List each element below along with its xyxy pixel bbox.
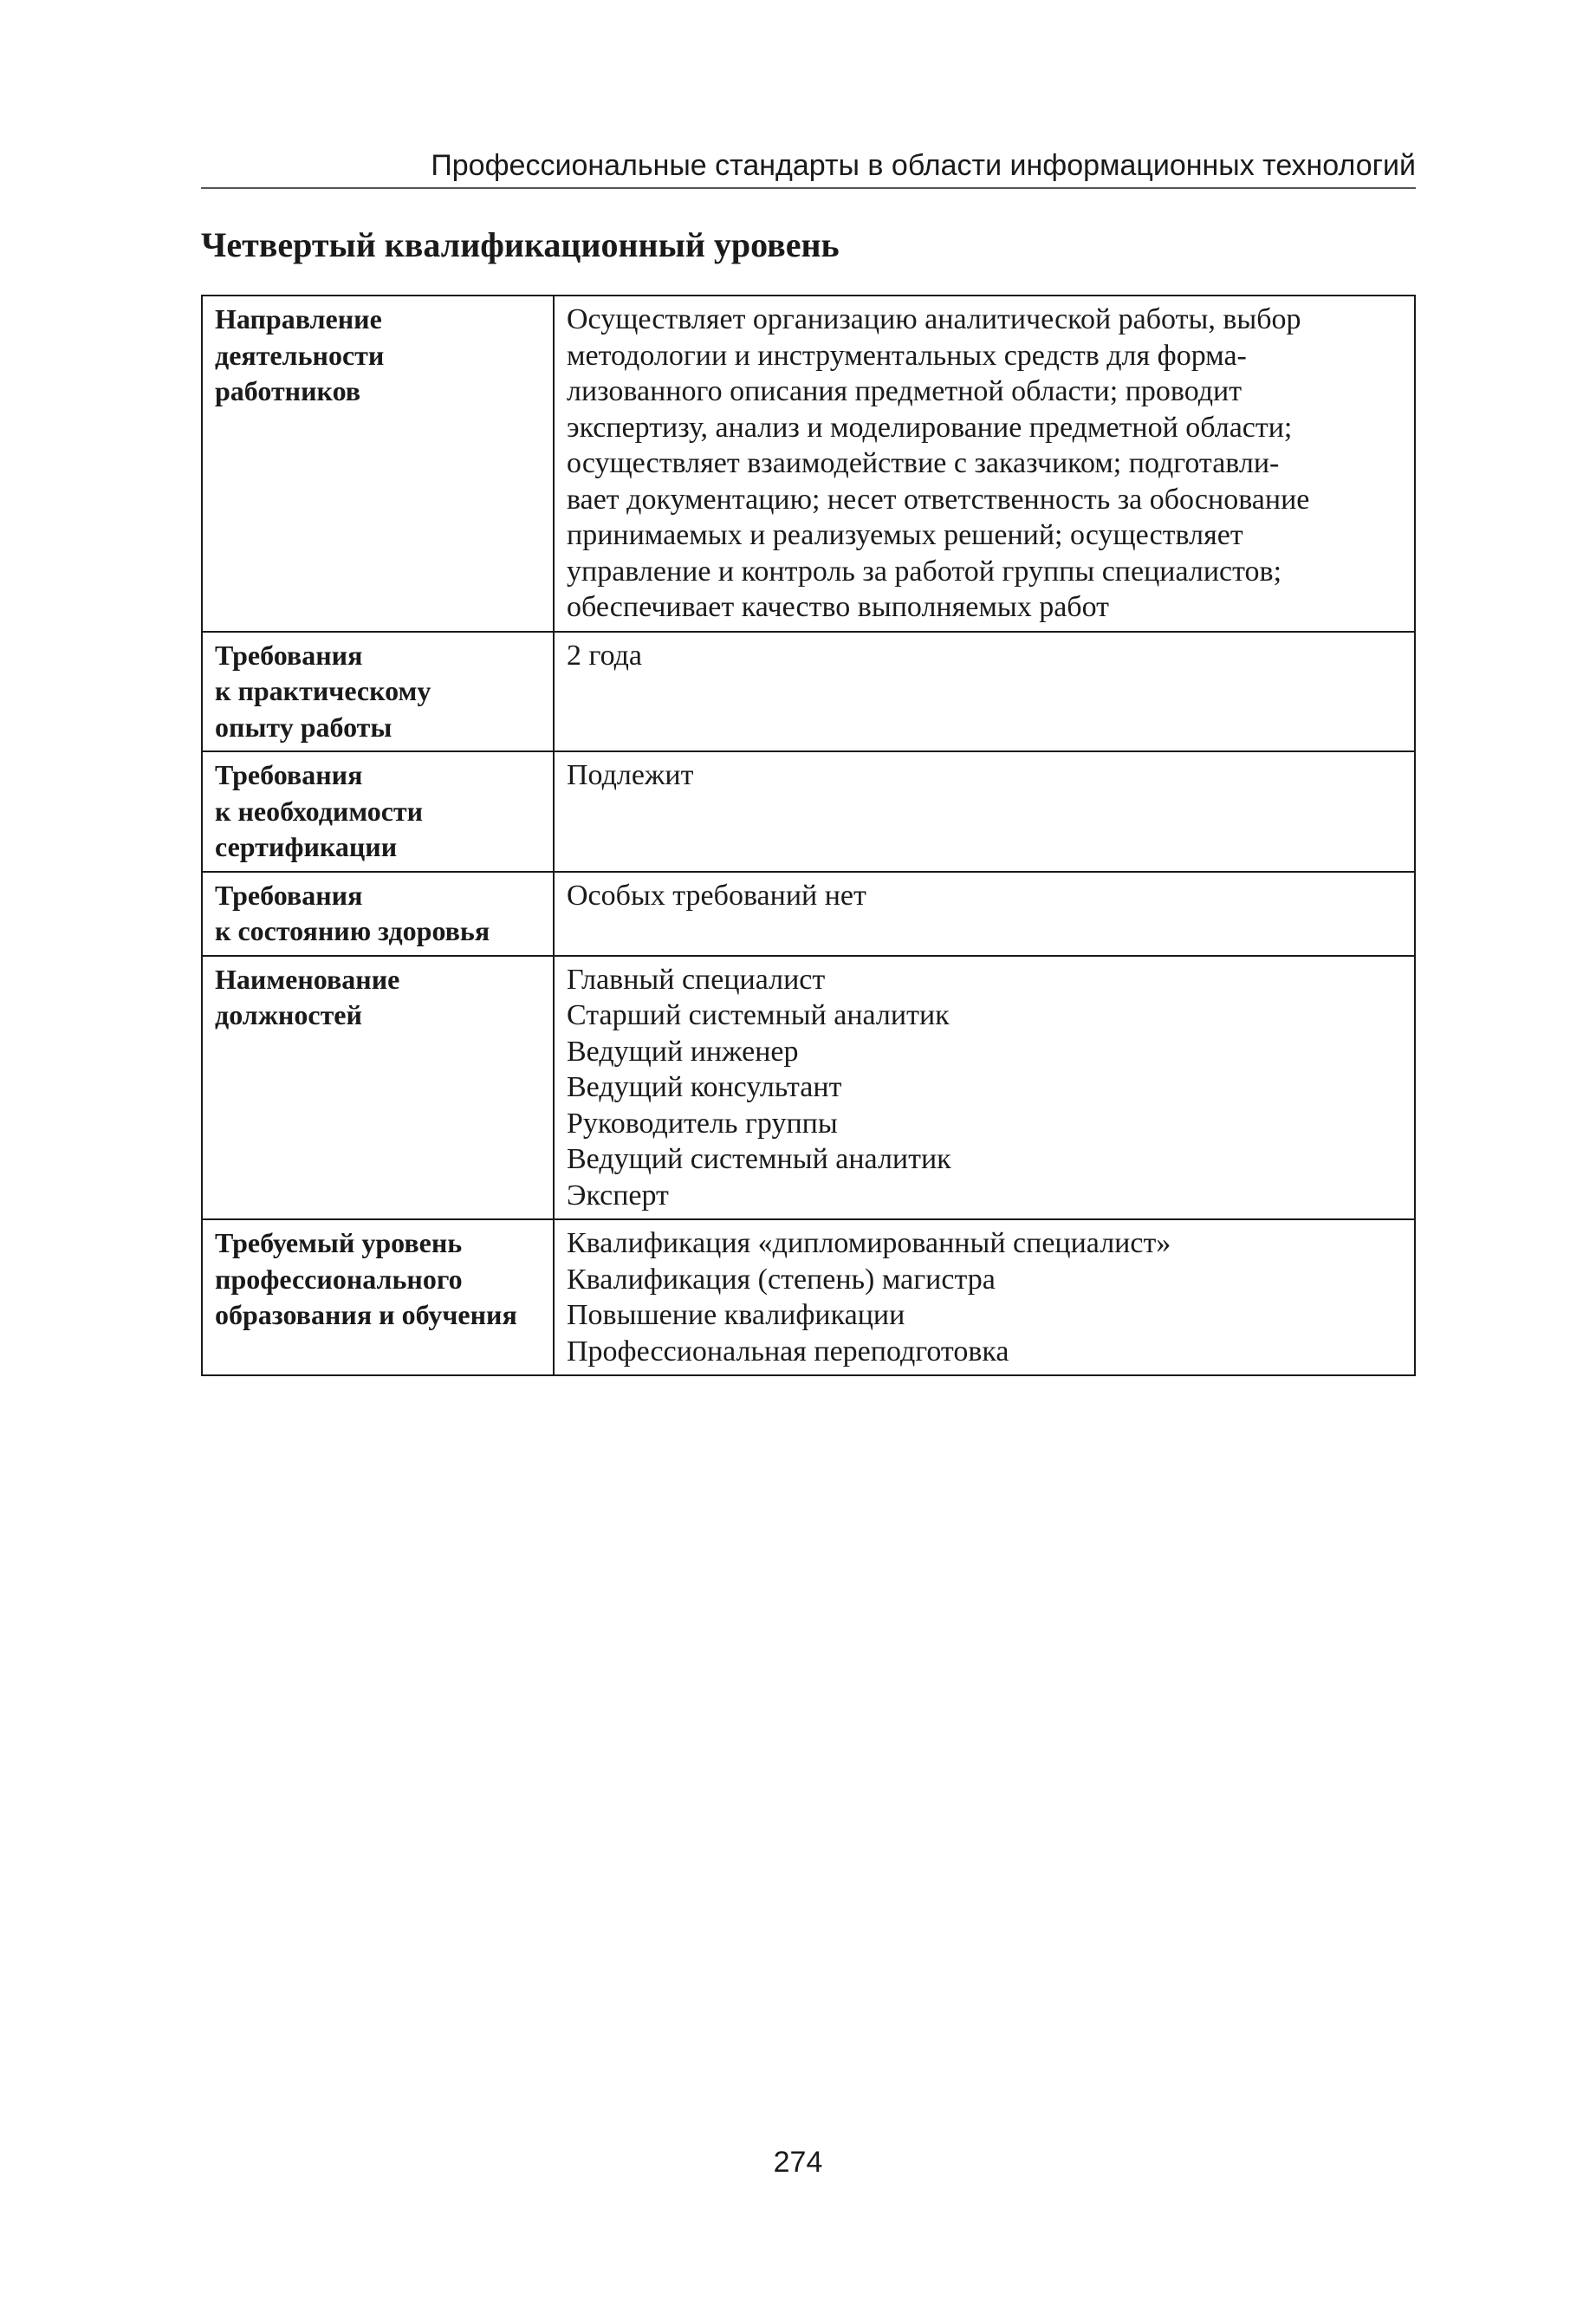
value-line: 2 года [567,639,643,672]
table-row [202,296,1415,632]
value-line: Особых требований нет [567,879,866,912]
label-line: к практическому [215,675,431,706]
label-line: должностей [215,999,362,1030]
value-line: Старший системный аналитик [567,999,950,1031]
table-row [202,632,1415,752]
row-label [202,956,554,1220]
label-line: деятельности [215,339,385,371]
label-line: к необходимости [215,795,424,827]
value-line: Квалификация (степень) магистра [567,1263,996,1296]
value-line: осуществляет взаимодействие с заказчиком; подготавли- [567,447,1280,479]
label-line: профессионального [215,1263,463,1295]
label-line: Требования [215,639,363,671]
value-line: Руководитель группы [567,1107,838,1140]
row-value [554,956,1415,1220]
row-label [202,296,554,632]
value-line: Ведущий системный аналитик [567,1143,951,1175]
label-line: сертификации [215,831,398,862]
label-line: Требования [215,759,363,790]
row-value [554,296,1415,632]
label-line: опыту работы [215,711,393,743]
value-line: Главный специалист [567,963,826,996]
table-row [202,751,1415,872]
header-rule [201,187,1416,189]
label-line: Наименование [215,963,400,995]
value-line: методологии и инструментальных средств для форма- [567,339,1247,372]
value-line: управление и контроль за работой группы специалистов; [567,555,1282,588]
value-line: Осуществляет организацию аналитической работы, выбор [567,303,1301,335]
table-row [202,1219,1415,1375]
table-row [202,872,1415,956]
page-number: 274 [773,2146,823,2179]
row-value [554,632,1415,752]
value-line: принимаемых и реализуемых решений; осуществляет [567,519,1243,551]
section-title: Четвертый квалификационный уровень [201,225,840,264]
value-line: Квалификация «дипломированный специалист» [567,1227,1171,1259]
label-line: Требования [215,879,363,911]
row-value [554,1219,1415,1375]
row-label [202,632,554,752]
qualification-table [201,295,1416,1376]
value-line: Подлежит [567,759,694,791]
value-line: Эксперт [567,1179,669,1212]
row-value [554,751,1415,872]
label-line: образования и обучения [215,1299,517,1330]
value-line: вает документацию; несет ответственность за обоснование [567,483,1310,516]
label-line: Требуемый уровень [215,1227,463,1258]
row-value [554,872,1415,956]
row-label [202,872,554,956]
value-line: Ведущий консультант [567,1071,842,1103]
label-line: Направление [215,303,382,335]
row-label [202,1219,554,1375]
label-line: работников [215,375,361,406]
label-line: к состоянию здоровья [215,915,490,946]
table-row [202,956,1415,1220]
value-line: лизованного описания предметной области; проводит [567,375,1242,407]
row-label [202,751,554,872]
value-line: обеспечивает качество выполняемых работ [567,591,1109,623]
value-line: Повышение квалификации [567,1299,905,1331]
value-line: экспертизу, анализ и моделирование предметной области; [567,411,1293,444]
running-header: Профессиональные стандарты в области информационных технологий [431,149,1416,182]
value-line: Ведущий инженер [567,1035,799,1068]
value-line: Профессиональная переподготовка [567,1335,1009,1368]
